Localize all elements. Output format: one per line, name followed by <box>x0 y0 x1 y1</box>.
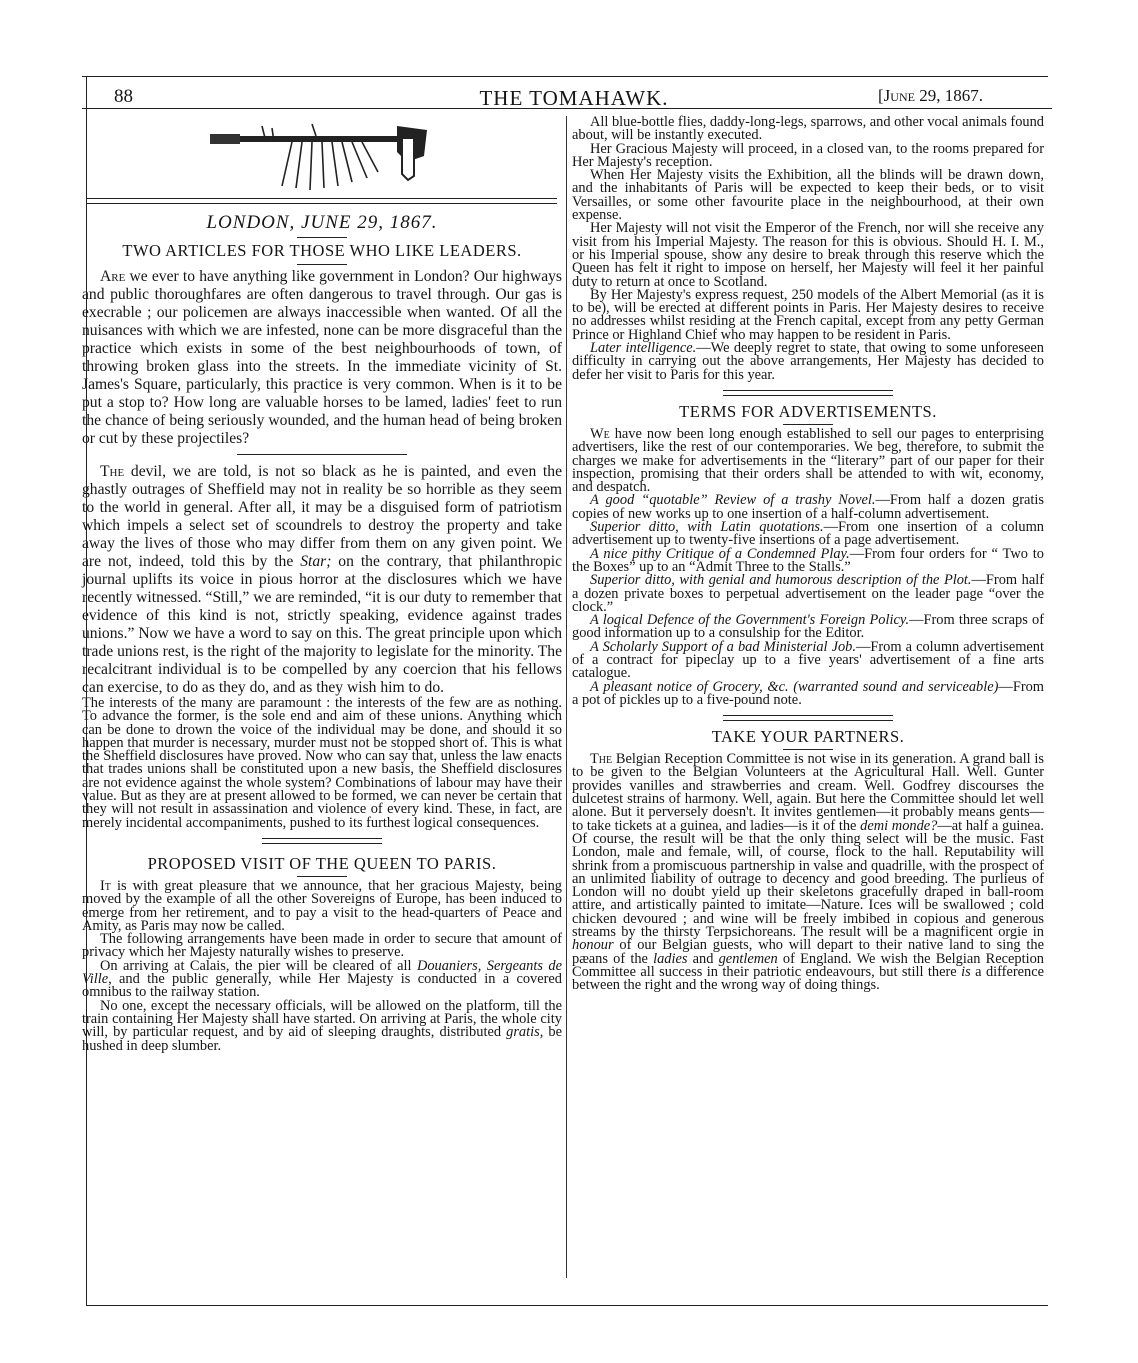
article-paragraph: Are we ever to have anything like government in London? Our highways and public thoroughfares are often dangerous to travel through. Our gas is execrable ; our policemen are always inaccessible when wanted. Of all the nuisances with which we are infested, none can be more disgraceful than the practice which exists in some of the best neighbourhoods of town, of throwing broken glass into the streets. In the immediate vicinity of St. James's Square, particularly, this practice is very common. When is it to be put a stop to? How long are valuable horses to be lamed, ladies' feet to run the chance of being seriously wounded, and the human head of being broken or cut by these projectiles? <box>82 268 562 447</box>
article-paragraph: The Belgian Reception Committee is not wise in its generation. A grand ball is to be given to the Belgian Volunteers at the Agricultural Hall. Well. Gunter provides vanilles and strawberries and cream. Well. Godfrey discourses the dulcetest strains of harmony. Well, again. But here the Committee should let well alone. But it perversely doesn't. It invites gentlemen—it probably means gents—to take tickets at a guinea, and ladies—is it of the demi monde?—at half a guinea. Of course, the result will be that the only thing select will be the music. Fast London, male and female, will, of course, flock to the hall. Reputability will shrink from a promiscuous partnership in valse and quadrille, with the prospect of an unlimited liability of outrage to decency and good breeding. The purlieus of London will no doubt yield up their skeletons gracefully draped in ball-room attire, and artistically painted to imitate—Nature. Ices will be swallowed ; cold chicken devoured ; and wine will be freely imbibed in copious and generous streams by the thirsty Terpsichoreans. The result will be a magnificent orgie in honour of our Belgian guests, who will depart to their native land to sing the pæans of the ladies and gentlemen of England. We wish the Belgian Reception Committee all success in their patriotic endeavours, but still there is a difference between the right and the wrong way of doing things. <box>572 751 1045 994</box>
page-number: 88 <box>114 86 133 107</box>
advert-item: A pleasant notice of Grocery, &c. (warranted sound and serviceable)—From a pot of pickles up to a five-pound note. <box>572 678 1044 708</box>
queen-visit-heading: PROPOSED VISIT OF THE QUEEN TO PARIS. <box>147 853 497 873</box>
advert-item: A good “quotable” Review of a trashy Novel.—From half a dozen gratis copies of new works up to one insertion of a half-column advertisement. <box>572 492 1044 522</box>
section-double-rule <box>723 715 893 721</box>
tomahawk-vignette-icon <box>202 116 442 196</box>
advert-item: Superior ditto, with Latin quotations.—From one insertion of a column advertisement up to twenty-five insertions of a page advertisement. <box>572 519 1044 549</box>
section-double-rule <box>87 198 557 204</box>
short-rule <box>297 876 347 877</box>
short-rule <box>297 264 347 265</box>
advert-item: A logical Defence of the Government's Foreign Policy.—From three scraps of good information up to a consulship for the Editor. <box>572 612 1044 642</box>
terms-heading: TERMS FOR ADVERTISEMENTS. <box>679 401 937 421</box>
short-rule <box>783 749 833 750</box>
partners-heading: TAKE YOUR PARTNERS. <box>711 727 905 747</box>
london-dateline: LONDON, JUNE 29, 1867. <box>206 212 438 233</box>
left-column <box>82 116 562 1053</box>
section-double-rule <box>262 838 382 844</box>
article-paragraph: It is with great pleasure that we announce, that her gracious Majesty, being moved by the example of all the other Sovereigns of Europe, has been induced to emerge from her retirement, and to pay a visit to the head-quarters of Peace and Amity, as Paris may now be called. <box>82 877 562 934</box>
article-paragraph: Her Gracious Majesty will proceed, in a closed van, to the rooms prepared for Her Majesty's reception. <box>572 140 1044 170</box>
column-divider <box>566 116 567 1278</box>
short-rule <box>783 424 833 425</box>
article-paragraph: On arriving at Calais, the pier will be cleared of all Douaniers, Sergeants de Ville, and the public generally, while Her Majesty is conducted in a covered omnibus to the railway station. <box>82 957 563 1001</box>
article-paragraph: The interests of the many are paramount : the interests of the few are as nothing. To advance the former, is the sole end and aim of these unions. Anything which can be done to drown the voice of the individual may be done, and should it so happen that murder is necessary, murder must not be stopped short of. This is what the Sheffield disclosures have proved. Now who can say that, unless the law enacts that trades unions shall be constituted upon a new basis, the Sheffield disclosures are not evidence against the whole system? Combinations of labour may have their value. But as they are at present allowed to be formed, we can never be certain that they will not result in assassination and violence of every kind. These, in fact, are merely incidental accompaniments, pushed to its furthest logical consequences. <box>82 695 562 831</box>
advert-item: Superior ditto, with genial and humorous description of the Plot.—From half a dozen private boxes to perpetual advertisement on the leader page “over the clock.” <box>572 572 1045 615</box>
article-paragraph: Her Majesty will not visit the Emperor of the French, nor will she receive any visit from his Imperial Majesty. The reason for this is obvious. Should H. I. M., or his Imperial spouse, show any desire to break through this reserve which the Queen has felt it right to impose on herself, her Majesty will feel it her painful duty to return at once to Scotland. <box>572 220 1044 290</box>
two-articles-heading: TWO ARTICLES FOR THOSE WHO LIKE LEADERS. <box>122 241 522 260</box>
right-column <box>572 116 1044 993</box>
advert-item: A nice pithy Critique of a Condemned Play.—From four orders for “ Two to the Boxes” up to an “Admit Three to the Stalls.” <box>572 545 1044 575</box>
header-rule <box>82 108 1052 109</box>
article-paragraph: We have now been long enough established to sell our pages to enterprising advertisers, like the rest of our contemporaries. We beg, therefore, to submit the charges we make for advertisements in the “literary” part of our paper for their inspection, promising that their orders shall be attended to with wit, economy, and despatch. <box>572 425 1044 496</box>
masthead-title: THE TOMAHAWK. <box>479 86 669 110</box>
section-double-rule <box>723 390 893 396</box>
advert-item: A Scholarly Support of a bad Ministerial Job.—From a column advertisement of a contract for pipeclay up to a five years' advertisement of a fine arts catalogue. <box>572 638 1045 682</box>
article-paragraph: When Her Majesty visits the Exhibition, all the blinds will be drawn down, and the inhabitants of Paris will be expected to keep their beds, or to visit Versailles, or some other favourite place in the neighbourhood, at their own expense. <box>572 167 1044 224</box>
short-rule <box>237 454 407 455</box>
article-paragraph: The devil, we are told, is not so black as he is painted, and even the ghastly outrages of Sheffield may not in reality be so horrible as they seem to the world in general. After all, it may be a disguised form of patriotism which impels a select set of scoundrels to destroy the property and take away the lives of those who may differ from them on any given point. We are not, indeed, told this by the Star; on the contrary, that philanthropic journal uplifts its voice in pious horror at the disclosures which we have recently witnessed. “Still,” we are reminded, “it is our duty to remember that evidence of this kind is not, strictly speaking, evidence against trades unions.” Now we have a word to say on this. The great principle upon which trade unions rest, is the right of the majority to legislate for the minority. The recalcitrant individual is to be compelled by any coercion that his fellows can exercise, to do as they do, and as they wish him to do. <box>82 463 562 696</box>
top-rule <box>82 76 1048 77</box>
article-paragraph: All blue-bottle flies, daddy-long-legs, sparrows, and other vocal animals found about, will be instantly executed. <box>572 114 1044 144</box>
bottom-rule <box>86 1305 1048 1306</box>
article-paragraph: No one, except the necessary officials, will be allowed on the platform, till the train containing Her Majesty shall have started. On arriving at Paris, the whole city will, by particular request, and by aid of sleeping draughts, distributed gratis, be hushed in deep slumber. <box>82 997 562 1054</box>
article-paragraph: By Her Majesty's express request, 250 models of the Albert Memorial (as it is to be), will be erected at different points in Paris. Her Majesty desires to receive no addresses whilst residing at the French capital, except from any petty German Prince or Highland Chief who may happen to be resident in Paris. <box>572 286 1044 343</box>
issue-date: [June 29, 1867. <box>878 86 983 105</box>
short-rule <box>297 237 347 238</box>
article-paragraph: The following arrangements have been made in order to secure that amount of privacy which her Majesty naturally wishes to preserve. <box>82 931 562 961</box>
article-paragraph: Later intelligence.—We deeply regret to state, that owing to some unforeseen difficulty in carrying out the above arrangements, Her Majesty has decided to defer her visit to Paris for this year. <box>572 340 1044 383</box>
